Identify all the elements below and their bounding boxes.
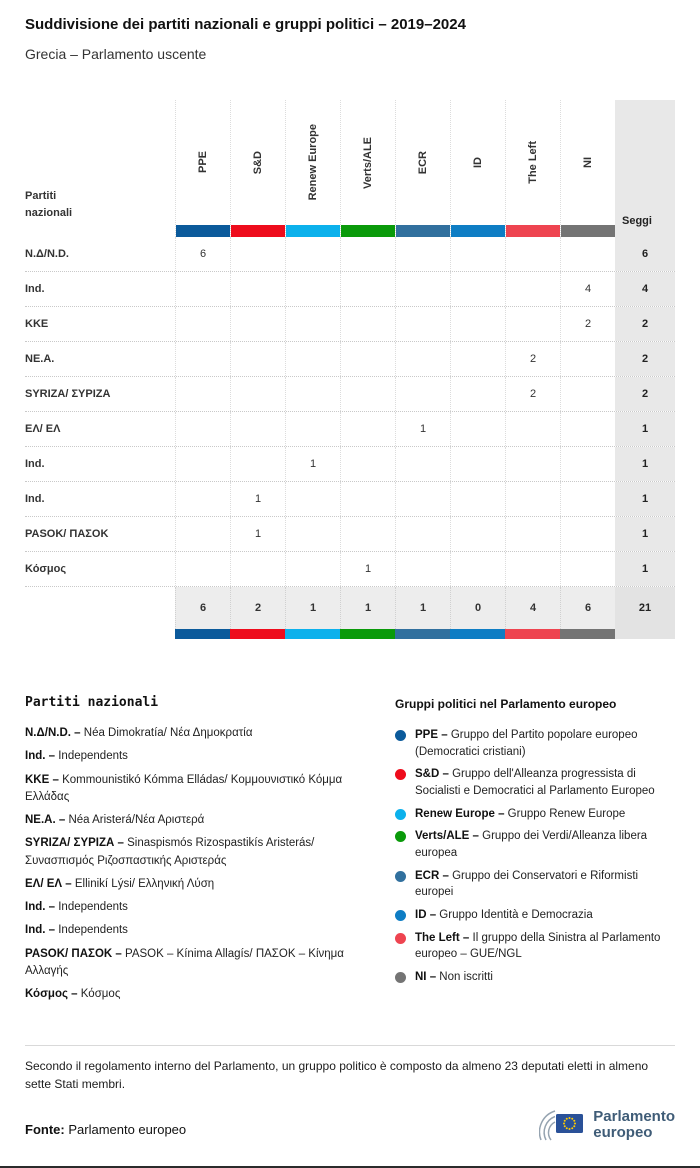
total-seats-cell: 21 [615, 587, 675, 629]
table-row [25, 482, 675, 517]
party-description: Independents [58, 750, 128, 763]
group-header-2 [285, 100, 340, 237]
group-color-bar [176, 225, 230, 237]
seat-cell [450, 237, 505, 271]
group-description: Il gruppo della Sinistra al Parlamento europeo – GUE/NGL [415, 931, 661, 961]
seat-cell: 1 [230, 482, 285, 516]
group-legend-list [395, 727, 675, 986]
party-abbr: Ν.Δ/N.D. – [25, 727, 81, 739]
seat-cell [560, 517, 615, 551]
party-description: Néa Dimokratía/ Νέα Δημοκρατία [83, 727, 253, 739]
seat-cell [340, 517, 395, 551]
group-header-4 [395, 100, 450, 237]
group-label-wrap [451, 100, 505, 225]
source-text: Parlamento europeo [68, 1122, 187, 1138]
seat-cell [560, 237, 615, 271]
seat-cell [395, 377, 450, 411]
group-legend-item [395, 766, 675, 799]
ep-logo-line2: europeo [593, 1124, 653, 1142]
group-header-6 [505, 100, 560, 237]
seat-cell [450, 447, 505, 481]
seat-cell [230, 377, 285, 411]
seat-cell [560, 552, 615, 586]
bars-spacer [25, 629, 175, 639]
group-legend-text [415, 969, 493, 986]
group-color-bar [561, 225, 615, 237]
seat-cell [450, 342, 505, 376]
seat-cell: 6 [175, 237, 230, 271]
group-legend-text [415, 907, 593, 924]
seat-cell [560, 482, 615, 516]
group-color-dot [395, 871, 406, 882]
seat-cell [340, 272, 395, 306]
seat-cell [175, 517, 230, 551]
seat-cell: 1 [285, 447, 340, 481]
party-legend-item [25, 922, 367, 939]
group-abbr: Verts/ALE – [415, 830, 479, 843]
party-name: Ν.Δ/N.D. [25, 248, 69, 260]
group-label-wrap [506, 100, 560, 225]
seats-cell: 1 [615, 552, 675, 586]
seat-cell [230, 412, 285, 446]
group-header-1 [230, 100, 285, 237]
seat-cell [340, 482, 395, 516]
group-description: Gruppo Renew Europe [507, 807, 626, 820]
group-legend-text [415, 727, 675, 760]
group-legend-title: Gruppi politici nel Parlamento europeo [395, 697, 617, 711]
party-description: Κόσμος [80, 988, 121, 1000]
seat-cell [395, 482, 450, 516]
seat-cell [285, 237, 340, 271]
seat-cell [450, 517, 505, 551]
group-legend-item [395, 828, 675, 861]
table-row [25, 237, 675, 272]
seat-cell [395, 517, 450, 551]
group-label: ECR [417, 150, 429, 175]
party-legend-item [25, 772, 367, 807]
group-color-bar [285, 629, 340, 639]
seat-cell [505, 412, 560, 446]
group-legend-item [395, 907, 675, 924]
party-name: Ind. [25, 283, 45, 295]
seat-cell [175, 552, 230, 586]
seats-cell: 1 [615, 482, 675, 516]
seat-cell [505, 517, 560, 551]
total-cell: 1 [340, 587, 395, 629]
seats-cell: 2 [615, 377, 675, 411]
totals-label-spacer [25, 587, 175, 629]
seat-cell [175, 307, 230, 341]
seat-cell: 4 [560, 272, 615, 306]
party-abbr: SYRIZA/ ΣΥΡΙΖΑ – [25, 837, 124, 850]
party-abbr: ΝΕ.Α. – [25, 814, 66, 826]
seat-cell [340, 412, 395, 446]
table-row [25, 412, 675, 447]
group-color-bar [341, 225, 395, 237]
group-color-dot [395, 831, 406, 842]
party-legend-item [25, 899, 367, 916]
seats-header-text: Seggi [622, 215, 652, 227]
party-name: Ind. [25, 458, 45, 470]
group-header-3 [340, 100, 395, 237]
seat-cell [230, 342, 285, 376]
party-name: Ind. [25, 493, 45, 505]
total-cell: 0 [450, 587, 505, 629]
group-abbr: ID – [415, 909, 437, 922]
party-legend-title: Partiti nazionali [25, 695, 159, 710]
group-abbr: NI – [415, 971, 437, 984]
group-color-dot [395, 730, 406, 741]
table-body [25, 237, 675, 587]
seat-cell [230, 237, 285, 271]
party-abbr: Ind. – [25, 750, 56, 763]
group-description: Gruppo dell'Alleanza progressista di Socialisti e Democratici al Parlamento Europeo [415, 768, 655, 798]
party-legend [25, 695, 395, 1009]
party-abbr: Ind. – [25, 924, 56, 937]
group-description: Gruppo dei Conservatori e Riformisti europei [415, 869, 639, 899]
group-description: Gruppo dei Verdi/Alleanza libera europea [415, 830, 648, 860]
group-color-bar [505, 629, 560, 639]
ep-logo-wordmark [593, 1109, 675, 1142]
table-row [25, 517, 675, 552]
group-color-dot [395, 972, 406, 983]
seat-cell [285, 552, 340, 586]
group-color-dot [395, 809, 406, 820]
party-description: PASOK – Kínima Allagís/ ΠΑΣΟΚ – Κίνημα Αλλαγής [25, 947, 344, 977]
seat-cell [175, 412, 230, 446]
group-abbr: ECR – [415, 869, 449, 882]
seat-cell [285, 412, 340, 446]
table-row [25, 307, 675, 342]
seat-cell: 2 [505, 342, 560, 376]
group-color-bar [395, 629, 450, 639]
party-description: Independents [58, 901, 128, 913]
party-name: SYRIZA/ ΣΥΡΙΖΑ [25, 388, 111, 400]
seats-cell: 2 [615, 342, 675, 376]
group-abbr: PPE – [415, 729, 448, 741]
seat-cell [395, 272, 450, 306]
seat-cell [175, 342, 230, 376]
party-name: Κόσμος [25, 563, 67, 575]
group-header-7 [560, 100, 615, 237]
table-header-row [25, 100, 675, 237]
seat-cell: 1 [230, 517, 285, 551]
seat-cell: 1 [395, 412, 450, 446]
seat-cell [395, 342, 450, 376]
seat-cell [340, 447, 395, 481]
seat-cell [505, 307, 560, 341]
seat-cell [450, 412, 505, 446]
party-name: KKE [25, 318, 49, 330]
total-cell: 2 [230, 587, 285, 629]
group-label: PPE [197, 151, 209, 174]
group-label: Renew Europe [307, 124, 319, 201]
totals-row [25, 587, 675, 629]
party-legend-item [25, 835, 367, 870]
seat-cell [395, 237, 450, 271]
source-label: Fonte: [25, 1122, 65, 1138]
seat-cell [450, 377, 505, 411]
group-header-5 [450, 100, 505, 237]
seat-cell [340, 342, 395, 376]
legend-section [25, 695, 675, 1009]
seat-cell [175, 482, 230, 516]
party-legend-list [25, 725, 367, 1003]
group-abbr: The Left – [415, 931, 470, 944]
group-label-wrap [231, 100, 285, 225]
group-color-bar [175, 629, 230, 639]
seat-cell [450, 307, 505, 341]
seat-cell [230, 307, 285, 341]
source [25, 1122, 186, 1145]
party-name: ΕΛ/ ΕΛ [25, 423, 61, 435]
group-label: ID [472, 157, 484, 168]
group-legend [395, 695, 675, 1009]
group-color-bar [506, 225, 560, 237]
party-legend-item [25, 986, 367, 1003]
seat-cell [450, 552, 505, 586]
group-legend-item [395, 930, 675, 963]
party-description: Sinaspismós Rizospastikís Aristerás/ Συνασπισμός Ριζοσπαστικής Αριστεράς [25, 837, 315, 867]
group-label: NI [582, 157, 594, 168]
seat-cell [505, 552, 560, 586]
ep-logo [539, 1107, 675, 1145]
table-row [25, 342, 675, 377]
party-abbr: Ind. – [25, 901, 56, 913]
seat-cell [395, 307, 450, 341]
party-description: Kommounistikó Kómma Elládas/ Κομμουνιστικό Κόμμα Ελλάδας [25, 773, 343, 803]
total-cell: 1 [395, 587, 450, 629]
seats-column-filler [615, 629, 675, 639]
group-legend-item [395, 868, 675, 901]
seat-cell [175, 272, 230, 306]
group-color-bar [286, 225, 340, 237]
group-legend-item [395, 969, 675, 986]
table-row [25, 552, 675, 587]
party-description: Ellinikí Lýsi/ Ελληνική Λύση [74, 877, 215, 890]
group-header-0 [175, 100, 230, 237]
group-label: The Left [527, 141, 539, 184]
group-color-bar [450, 629, 505, 639]
group-label: Verts/ALE [362, 136, 374, 189]
total-cell: 4 [505, 587, 560, 629]
seat-cell: 1 [340, 552, 395, 586]
seat-cell [560, 342, 615, 376]
group-description: Gruppo del Partito popolare europeo (Democratici cristiani) [415, 729, 638, 758]
seat-cell [450, 482, 505, 516]
seat-cell: 2 [560, 307, 615, 341]
group-description: Non iscritti [439, 971, 493, 984]
seat-cell [285, 272, 340, 306]
group-legend-text [415, 930, 675, 963]
seat-cell [340, 237, 395, 271]
footer [25, 1107, 675, 1145]
group-color-bar [231, 225, 285, 237]
group-label-wrap [176, 100, 230, 225]
ep-logo-glyph [539, 1107, 585, 1143]
group-abbr: S&D – [415, 768, 449, 781]
seat-cell [340, 377, 395, 411]
page-title: Suddivisione dei partiti nazionali e gruppi politici – 2019–2024 [25, 16, 466, 33]
seat-cell [175, 377, 230, 411]
seat-cell [285, 482, 340, 516]
group-color-bar [230, 629, 285, 639]
party-name: PASOK/ ΠΑΣΟΚ [25, 528, 109, 540]
group-color-dot [395, 769, 406, 780]
seat-cell [230, 272, 285, 306]
seat-cell [505, 447, 560, 481]
party-legend-item [25, 876, 367, 893]
table-row [25, 377, 675, 412]
seats-cell: 2 [615, 307, 675, 341]
seat-cell [450, 272, 505, 306]
group-color-bar [451, 225, 505, 237]
group-description: Gruppo Identità e Democrazia [439, 909, 593, 922]
seat-cell [175, 447, 230, 481]
parties-groups-table [25, 100, 675, 639]
group-color-bar [340, 629, 395, 639]
group-label-wrap [286, 100, 340, 225]
group-legend-item [395, 727, 675, 760]
group-legend-item [395, 806, 675, 823]
group-abbr: Renew Europe – [415, 807, 505, 820]
seat-cell [340, 307, 395, 341]
row-header-text: Partiti nazionali [25, 189, 73, 220]
seat-cell [505, 237, 560, 271]
party-legend-item [25, 946, 367, 981]
party-abbr: KKE – [25, 773, 59, 786]
seat-cell [505, 272, 560, 306]
note: Secondo il regolamento interno del Parlamento, un gruppo politico è composto da almeno 23 deputati eletti in almeno sette Stati membri. [25, 1045, 675, 1093]
seat-cell [285, 307, 340, 341]
seats-cell: 1 [615, 447, 675, 481]
seat-cell [395, 447, 450, 481]
party-abbr: PASOK/ ΠΑΣΟΚ – [25, 947, 122, 960]
group-color-dot [395, 933, 406, 944]
group-legend-text [415, 766, 675, 799]
seat-cell [560, 377, 615, 411]
party-legend-item [25, 748, 367, 765]
group-label-wrap [561, 100, 615, 225]
seat-cell [285, 517, 340, 551]
total-cell: 6 [560, 587, 615, 629]
seat-cell [230, 552, 285, 586]
table-row [25, 447, 675, 482]
seat-cell [560, 412, 615, 446]
party-legend-item [25, 812, 367, 829]
seat-cell [285, 377, 340, 411]
seats-cell: 1 [615, 412, 675, 446]
table-row [25, 272, 675, 307]
party-legend-item [25, 725, 367, 742]
seat-cell [505, 482, 560, 516]
row-header-label [25, 100, 175, 237]
party-abbr: Κόσμος – [25, 988, 78, 1000]
seat-cell [285, 342, 340, 376]
seats-cell: 1 [615, 517, 675, 551]
group-legend-text [415, 806, 625, 823]
bottom-color-bars [25, 629, 675, 639]
group-label-wrap [396, 100, 450, 225]
seat-cell [395, 552, 450, 586]
group-color-bar [560, 629, 615, 639]
group-color-dot [395, 910, 406, 921]
seat-cell [560, 447, 615, 481]
total-cell: 6 [175, 587, 230, 629]
ep-logo-line1: Parlamento [593, 1107, 675, 1125]
page-subtitle: Grecia – Parlamento uscente [25, 46, 207, 62]
seats-cell: 6 [615, 237, 675, 271]
seats-column-header [615, 100, 675, 237]
total-cell: 1 [285, 587, 340, 629]
party-abbr: ΕΛ/ ΕΛ – [25, 877, 72, 890]
party-description: Néa Aristerá/Νέα Αριστερά [68, 814, 205, 826]
group-label: S&D [252, 150, 264, 175]
party-name: ΝΕ.Α. [25, 353, 55, 365]
seats-cell: 4 [615, 272, 675, 306]
group-label-wrap [341, 100, 395, 225]
seat-cell [230, 447, 285, 481]
seat-cell: 2 [505, 377, 560, 411]
group-color-bar [396, 225, 450, 237]
group-legend-text [415, 868, 675, 901]
group-legend-text [415, 828, 675, 861]
party-description: Independents [58, 924, 128, 937]
